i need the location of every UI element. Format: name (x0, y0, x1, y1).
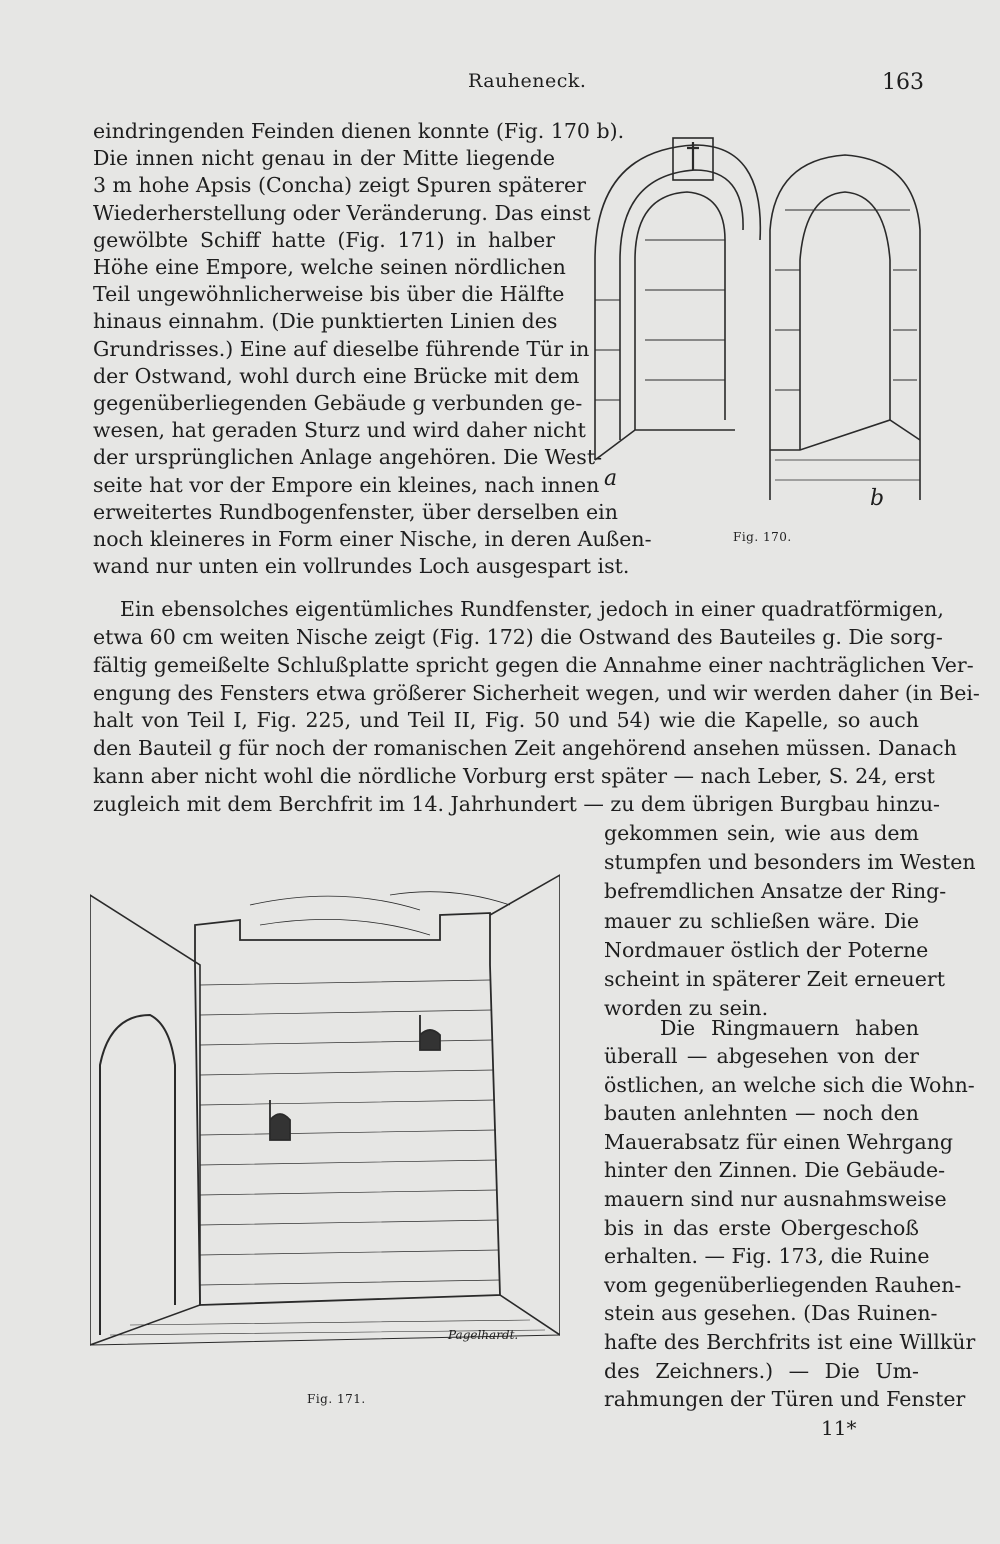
text-line: östlichen, an welche sich die Wohn- (604, 1072, 975, 1097)
text-line: überall — abgesehen von der (604, 1044, 919, 1068)
text-line: Wiederherstellung oder Veränderung. Das einst (93, 200, 591, 225)
text-line: den Bauteil g für noch der romanischen Zeit angehörend ansehen müssen. Danach (93, 736, 957, 761)
fig171-illustration (90, 865, 560, 1355)
text-line: Mauerabsatz für einen Wehrgang (604, 1129, 954, 1154)
text-line: bauten anlehnten — noch den (604, 1101, 919, 1126)
text-line: mauer zu schließen wäre. Die (604, 908, 919, 933)
text-line: Die innen nicht genau in der Mitte liegende (93, 146, 555, 171)
text-line: Ein ebensolches eigentümliches Rundfenster, jedoch in einer quadratförmigen, (120, 597, 944, 621)
text-line: noch kleineres in Form einer Nische, in deren Außen- (93, 527, 652, 551)
text-line: stumpfen und besonders im Westen (604, 850, 976, 875)
text-line: der ursprünglichen Anlage angehören. Die West- (93, 445, 602, 470)
text-line: bis in das erste Obergeschoß (604, 1215, 919, 1240)
text-line: 3 m hohe Apsis (Concha) zeigt Spuren späterer (93, 173, 586, 198)
text-line: Grundrisses.) Eine auf dieselbe führende Tür in (93, 336, 590, 361)
fig170-caption: Fig. 170. (733, 530, 792, 544)
text-line: erhalten. — Fig. 173, die Ruine (604, 1244, 930, 1269)
text-line: seite hat vor der Empore ein kleines, nach innen (93, 472, 600, 497)
text-line: Teil ungewöhnlicherweise bis über die Hälfte (93, 282, 565, 307)
fig170-label-a: a (604, 466, 618, 491)
text-line: wesen, hat geraden Sturz und wird daher nicht (93, 418, 586, 443)
text-line: engung des Fensters etwa größerer Sicherheit wegen, und wir werden daher (in Bei- (93, 680, 980, 705)
page-number: 163 (882, 70, 924, 95)
text-line: scheint in späterer Zeit erneuert (604, 967, 945, 991)
text-line: halt von Teil I, Fig. 225, und Teil II, Fig. 50 und 54) wie die Kapelle, so auch (93, 708, 919, 733)
fig171-caption: Fig. 171. (307, 1392, 366, 1406)
text-line: hinter den Zinnen. Die Gebäude- (604, 1158, 946, 1183)
fig170-label-b: b (870, 486, 885, 511)
text-line: erweitertes Rundbogenfenster, über derselben ein (93, 499, 618, 524)
text-line: eindringenden Feinden dienen konnte (Fig. 170 b). (93, 119, 625, 143)
text-line: zugleich mit dem Berchfrit im 14. Jahrhundert — zu dem übrigen Burgbau hinzu- (93, 791, 940, 816)
running-title: Rauheneck. (468, 70, 587, 92)
text-line: der Ostwand, wohl durch eine Brücke mit dem (93, 363, 580, 388)
signature-mark: 11* (821, 1416, 857, 1440)
text-line: wand nur unten ein vollrundes Loch ausgespart ist. (93, 554, 630, 579)
text-line: fältig gemeißelte Schlußplatte spricht gegen die Annahme einer nachträglichen Ver- (93, 652, 974, 677)
text-line: mauern sind nur ausnahmsweise (604, 1187, 947, 1211)
text-line: rahmungen der Türen und Fenster (604, 1387, 966, 1412)
text-line: etwa 60 cm weiten Nische zeigt (Fig. 172) die Ostwand des Bauteiles g. Die sorg- (93, 625, 943, 649)
text-line: gekommen sein, wie aus dem (604, 821, 919, 845)
text-line: gewölbte Schiff hatte (Fig. 171) in halber (93, 227, 555, 252)
text-line: Nordmauer östlich der Poterne (604, 937, 929, 962)
fig170-illustration (575, 120, 930, 520)
text-line: befremdlichen Ansatze der Ring- (604, 879, 947, 904)
text-line: vom gegenüberliegenden Rauhen- (604, 1272, 962, 1297)
text-line: Die Ringmauern haben (660, 1016, 919, 1040)
text-line: hafte des Berchfrits ist eine Willkür (604, 1330, 976, 1354)
text-line: stein aus gesehen. (Das Ruinen- (604, 1301, 938, 1326)
text-line: des Zeichners.) — Die Um- (604, 1358, 919, 1383)
text-line: worden zu sein. (604, 996, 769, 1021)
fig171-artist-signature: Pagelhardt. (448, 1328, 519, 1342)
text-line: kann aber nicht wohl die nördliche Vorburg erst später — nach Leber, S. 24, erst (93, 764, 935, 788)
text-line: gegenüberliegenden Gebäude g verbunden ge- (93, 391, 583, 415)
text-line: hinaus einnahm. (Die punktierten Linien des (93, 309, 558, 334)
text-line: Höhe eine Empore, welche seinen nördlichen (93, 255, 566, 279)
